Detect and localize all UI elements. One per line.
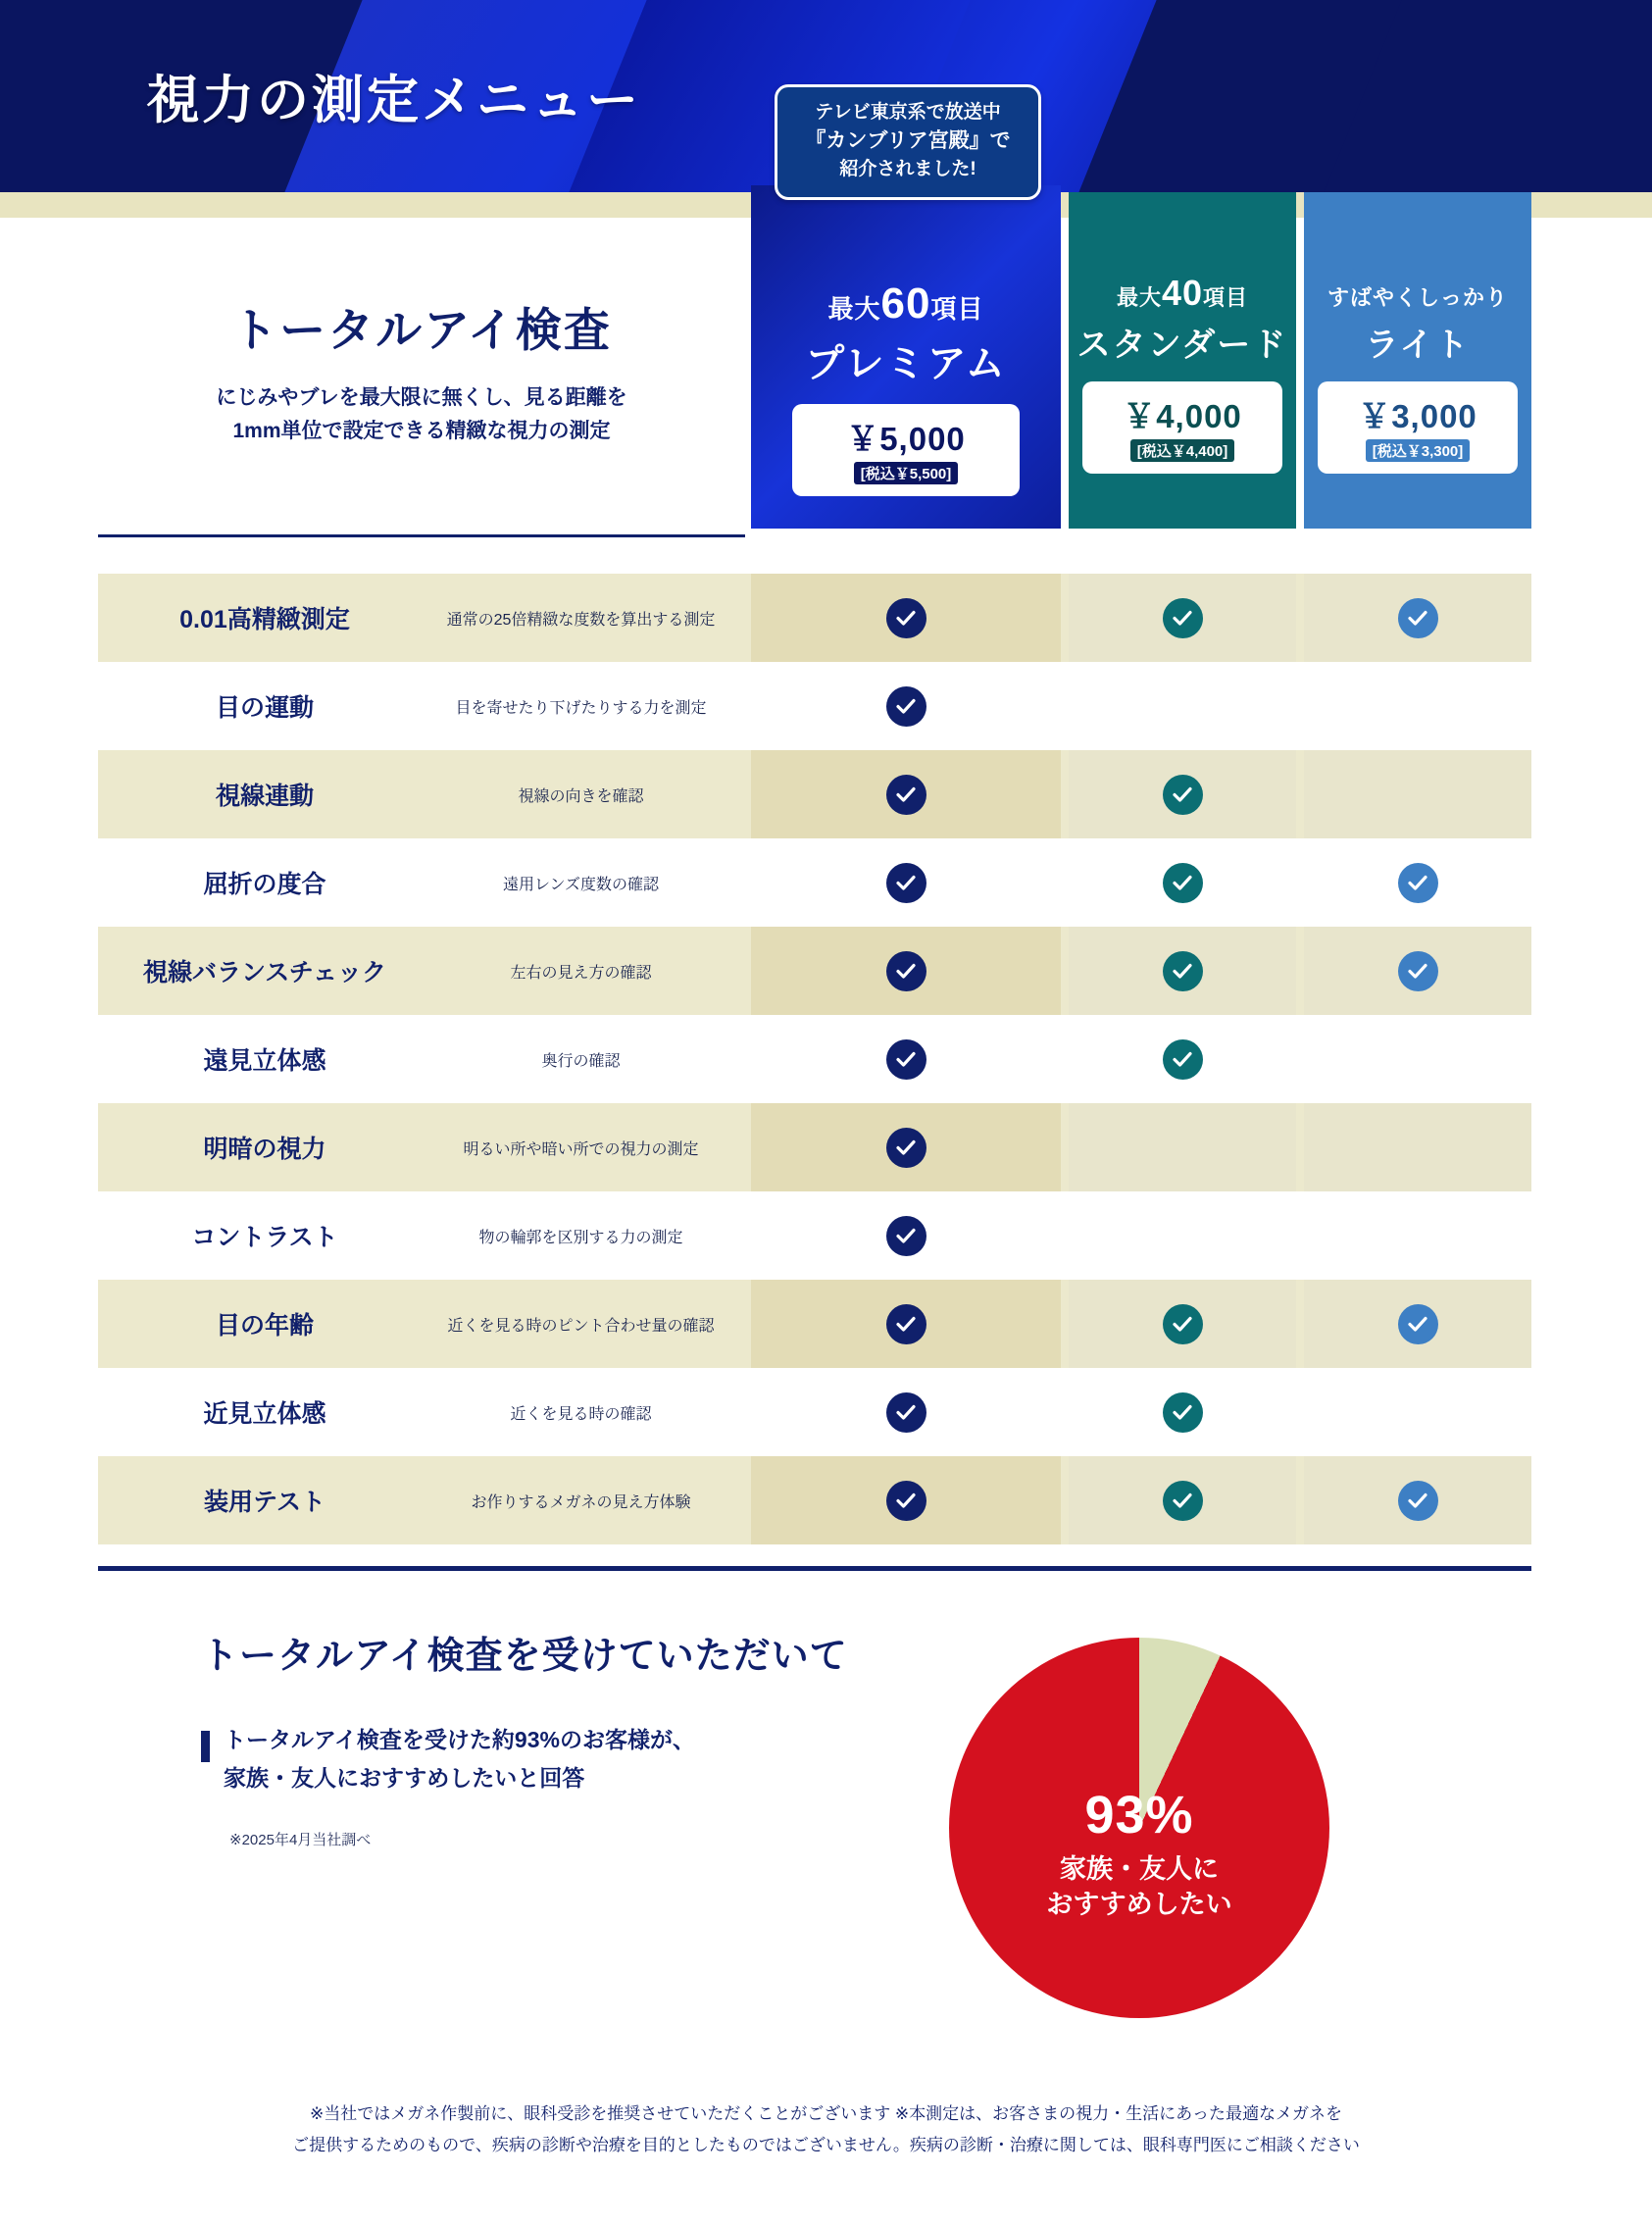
footnote-line1: ※当社ではメガネ作製前に、眼科受診を推奨させていただくことがございます ※本測定は、お客さまの視力・生活にあった最適なメガネを <box>309 2104 1343 2123</box>
check-icon <box>886 863 926 903</box>
feature-cell-light <box>1304 1456 1531 1544</box>
check-icon <box>886 775 926 815</box>
survey-text-line1: トータルアイ検査を受けた約93%のお客様が、 <box>224 1727 695 1752</box>
feature-cell-premium <box>751 1191 1061 1280</box>
feature-cell-premium <box>751 1103 1061 1191</box>
feature-name: 視線連動 <box>215 783 314 810</box>
check-icon <box>1163 775 1203 815</box>
feature-cell-premium <box>751 1015 1061 1103</box>
pie-percent: 93% <box>1084 1786 1194 1845</box>
feature-cell-standard <box>1069 750 1296 838</box>
table-row <box>0 1103 1652 1191</box>
plan-standard-name: スタンダード <box>1076 327 1288 364</box>
plan-light-name: ライト <box>1365 327 1471 364</box>
feature-cell-standard <box>1069 1280 1296 1368</box>
check-icon <box>1163 863 1203 903</box>
feature-cell-light <box>1304 1015 1531 1103</box>
feature-cell-standard <box>1069 1103 1296 1191</box>
check-icon <box>1398 863 1438 903</box>
check-icon <box>1398 598 1438 638</box>
feature-cell-premium <box>751 574 1061 662</box>
plan-standard-subtitle: 最大40項目 <box>1116 273 1249 313</box>
feature-cell-premium <box>751 1368 1061 1456</box>
check-icon <box>1163 598 1203 638</box>
plan-column-premium[interactable] <box>751 185 1061 529</box>
table-row <box>0 838 1652 927</box>
check-icon <box>886 1039 926 1080</box>
plan-light-price: ￥3,000 <box>1358 398 1477 434</box>
feature-description: 左右の見え方の確認 <box>510 964 652 982</box>
table-row <box>0 662 1652 750</box>
intro-description-line2: 1mm単位で設定できる精緻な視力の測定 <box>232 419 611 442</box>
check-icon <box>1398 951 1438 991</box>
check-icon <box>886 1216 926 1256</box>
check-icon <box>1398 1304 1438 1344</box>
tv-badge-line1: テレビ東京系で放送中 <box>815 102 1001 123</box>
plan-standard-price: ￥4,000 <box>1123 398 1242 434</box>
plan-light-tax: [税込￥3,300] <box>1366 439 1471 462</box>
feature-name: 遠見立体感 <box>203 1047 326 1075</box>
feature-name: 目の年齢 <box>215 1312 314 1340</box>
tv-badge-line3: 紹介されました! <box>839 158 976 179</box>
plan-standard-price-box <box>1082 381 1282 474</box>
feature-description: 通常の25倍精緻な度数を算出する測定 <box>446 611 716 629</box>
plan-premium-name: プレミアム <box>805 342 1007 385</box>
plan-standard-tax: [税込￥4,400] <box>1130 439 1235 462</box>
table-row <box>0 1015 1652 1103</box>
feature-description: お作りするメガネの見え方体験 <box>471 1493 691 1511</box>
feature-cell-premium <box>751 838 1061 927</box>
plan-column-standard[interactable] <box>1069 192 1296 529</box>
feature-cell-premium <box>751 927 1061 1015</box>
page-title: 視力の測定メニュー <box>147 72 641 129</box>
pie-sublabel <box>949 1851 1329 1923</box>
feature-cell-standard <box>1069 1456 1296 1544</box>
feature-description: 目を寄せたり下げたりする力を測定 <box>455 699 707 717</box>
intro-title: トータルアイ検査 <box>231 304 612 356</box>
feature-cell-premium <box>751 1280 1061 1368</box>
tv-badge-line2: 『カンブリア宮殿』で <box>805 128 1011 152</box>
feature-cell-standard <box>1069 1015 1296 1103</box>
feature-cell-standard <box>1069 1368 1296 1456</box>
check-icon <box>1398 1481 1438 1521</box>
pie-sublabel-line2: おすすめしたい <box>1046 1890 1232 1920</box>
check-icon <box>886 1304 926 1344</box>
plan-premium-subtitle: 最大60項目 <box>827 279 984 328</box>
feature-cell-standard <box>1069 574 1296 662</box>
feature-name: 目の運動 <box>215 694 314 722</box>
table-row <box>0 1280 1652 1368</box>
survey-accent-bar <box>201 1731 210 1762</box>
feature-cell-standard <box>1069 927 1296 1015</box>
feature-cell-light <box>1304 927 1531 1015</box>
plan-column-light[interactable] <box>1304 192 1531 529</box>
check-icon <box>886 1128 926 1168</box>
plan-light-subtitle: すばやくしっかり <box>1327 285 1508 310</box>
feature-cell-light <box>1304 574 1531 662</box>
plan-premium-price-box <box>792 404 1020 496</box>
feature-name: 0.01高精緻測定 <box>179 606 350 633</box>
feature-name: 近見立体感 <box>203 1400 326 1428</box>
table-bottom-divider <box>98 1566 1531 1571</box>
feature-cell-light <box>1304 750 1531 838</box>
feature-name: 装用テスト <box>203 1489 325 1516</box>
footnote-line2: ご提供するためのもので、疾病の診断や治療を目的としたものではございません。疾病の診断・治療に関しては、眼科専門医にご相談ください <box>292 2136 1360 2155</box>
table-row <box>0 927 1652 1015</box>
feature-cell-premium <box>751 750 1061 838</box>
feature-cell-light <box>1304 838 1531 927</box>
check-icon <box>1163 1039 1203 1080</box>
survey-title: トータルアイ検査を受けていただいて <box>201 1636 848 1677</box>
table-row <box>0 1368 1652 1456</box>
check-icon <box>886 1392 926 1433</box>
feature-cell-standard <box>1069 838 1296 927</box>
check-icon <box>1163 1481 1203 1521</box>
intro-description-line1: にじみやブレを最大限に無くし、見る距離を <box>216 386 627 409</box>
survey-note: ※2025年4月当社調べ <box>229 1832 372 1848</box>
feature-comparison-table <box>0 574 1652 1544</box>
pie-sublabel-line1: 家族・友人に <box>1060 1854 1219 1884</box>
feature-description: 奥行の確認 <box>541 1052 621 1070</box>
plan-light-price-box <box>1318 381 1518 474</box>
table-row <box>0 1191 1652 1280</box>
footnote <box>0 2099 1652 2162</box>
check-icon <box>886 1481 926 1521</box>
table-row <box>0 1456 1652 1544</box>
check-icon <box>1163 951 1203 991</box>
feature-name: 視線バランスチェック <box>142 959 386 986</box>
check-icon <box>1163 1392 1203 1433</box>
feature-cell-premium <box>751 662 1061 750</box>
plan-premium-tax: [税込￥5,500] <box>854 462 959 484</box>
feature-name: コントラスト <box>191 1224 338 1251</box>
feature-cell-premium <box>751 1456 1061 1544</box>
table-row <box>0 574 1652 662</box>
feature-name: 屈折の度合 <box>203 871 326 898</box>
feature-cell-light <box>1304 1103 1531 1191</box>
feature-description: 物の輪郭を区別する力の測定 <box>478 1229 683 1246</box>
feature-description: 近くを見る時の確認 <box>510 1405 652 1423</box>
feature-description: 遠用レンズ度数の確認 <box>502 876 660 893</box>
pie-center-label <box>949 1785 1329 1923</box>
check-icon <box>1163 1304 1203 1344</box>
survey-text <box>224 1721 695 1797</box>
check-icon <box>886 686 926 727</box>
check-icon <box>886 951 926 991</box>
survey-pie-chart <box>949 1638 1329 2018</box>
survey-text-line2: 家族・友人におすすめしたいと回答 <box>224 1765 585 1792</box>
plan-columns <box>0 192 1652 535</box>
table-row <box>0 750 1652 838</box>
feature-name: 明暗の視力 <box>203 1136 326 1163</box>
check-icon <box>886 598 926 638</box>
feature-cell-standard <box>1069 1191 1296 1280</box>
feature-description: 近くを見る時のピント合わせ量の確認 <box>447 1317 715 1335</box>
plan-premium-price: ￥5,000 <box>846 421 966 457</box>
feature-description: 視線の向きを確認 <box>518 787 644 805</box>
feature-description: 明るい所や暗い所での視力の測定 <box>463 1140 699 1158</box>
feature-cell-standard <box>1069 662 1296 750</box>
tv-program-badge <box>775 84 1041 200</box>
feature-cell-light <box>1304 1191 1531 1280</box>
feature-cell-light <box>1304 1280 1531 1368</box>
feature-cell-light <box>1304 662 1531 750</box>
feature-cell-light <box>1304 1368 1531 1456</box>
